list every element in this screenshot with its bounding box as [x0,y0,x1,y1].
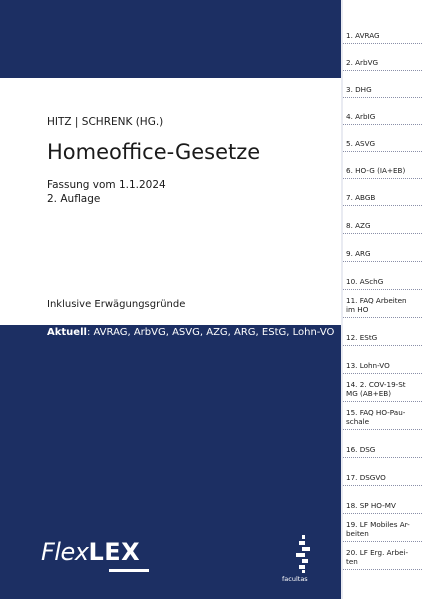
edition-number: 2. Auflage [47,193,101,205]
tab-arg[interactable] [343,234,422,262]
logo-lex-text: LEX [88,538,141,566]
tab-label: 4. ArbIG [346,111,376,121]
facultas-mark-icon [296,535,310,573]
aktuell-text: : AVRAG, ArbVG, ASVG, AZG, ARG, EStG, Lohn-VO [86,327,335,338]
tab-arbvg[interactable] [343,44,422,71]
inklusive-note: Inklusive Erwägungsgründe [47,299,186,310]
publisher-logo [282,535,322,585]
tab-faq-ho-pauschale[interactable] [343,402,422,430]
tab-label: 7. ABGB [346,192,376,202]
aktuell-line [47,325,334,341]
tab-abgb[interactable] [343,179,422,206]
tab-label: 18. SP HO-MV [346,500,396,510]
flexlex-logo [41,538,140,566]
tab-label: 9. ARG [346,248,371,258]
tab-dhg[interactable] [343,71,422,98]
tab-sp-ho-mv[interactable] [343,486,422,514]
tab-asvg[interactable] [343,125,422,152]
tab-dsg[interactable] [343,430,422,458]
tab-label: 3. DHG [346,84,372,94]
tab-label: 12. EStG [346,332,378,342]
tab-ho-g[interactable] [343,152,422,179]
tab-label: 13. Lohn-VO [346,360,390,370]
tab-dsgvo[interactable] [343,458,422,486]
tab-label: 20. LF Erg. Arbei- ten [346,548,409,566]
tab-aschg[interactable] [343,262,422,290]
tab-label: 14. 2. COV-19-St MG (AB+EB) [346,380,406,398]
book-title: Homeoffice-Gesetze [47,140,261,164]
tab-label: 2. ArbVG [346,57,379,67]
register-tabs [343,0,422,599]
tab-label: 17. DSGVO [346,472,386,482]
tab-label: 5. ASVG [346,138,376,148]
tab-label: 11. FAQ Arbeiten im HO [346,296,407,314]
top-navy-band [0,0,341,78]
editors: HITZ | SCHRENK (HG.) [47,116,164,128]
tab-label: 16. DSG [346,444,376,454]
logo-underline [109,569,149,572]
logo-flex-text: Flex [41,538,89,566]
tab-estg[interactable] [343,318,422,346]
tab-cov-19-stmg[interactable] [343,374,422,402]
tab-label: 10. ASchG [346,276,384,286]
edition-date: Fassung vom 1.1.2024 [47,179,166,191]
tab-avrag[interactable] [343,18,422,44]
tab-lohn-vo[interactable] [343,346,422,374]
tab-arbig[interactable] [343,98,422,125]
tab-faq-arbeiten-im-ho[interactable] [343,290,422,318]
tab-label: 6. HO-G (IA+EB) [346,165,406,175]
tab-label: 8. AZG [346,220,371,230]
tab-label: 19. LF Mobiles Ar- beiten [346,520,410,538]
publisher-name: facultas [282,575,308,583]
tab-lf-erg-arbeiten[interactable] [343,542,422,570]
tab-azg[interactable] [343,206,422,234]
tab-label: 1. AVRAG [346,30,380,40]
aktuell-label: Aktuell [47,327,87,338]
tab-lf-mobiles-arbeiten[interactable] [343,514,422,542]
tab-label: 15. FAQ HO-Pau- schale [346,408,406,426]
